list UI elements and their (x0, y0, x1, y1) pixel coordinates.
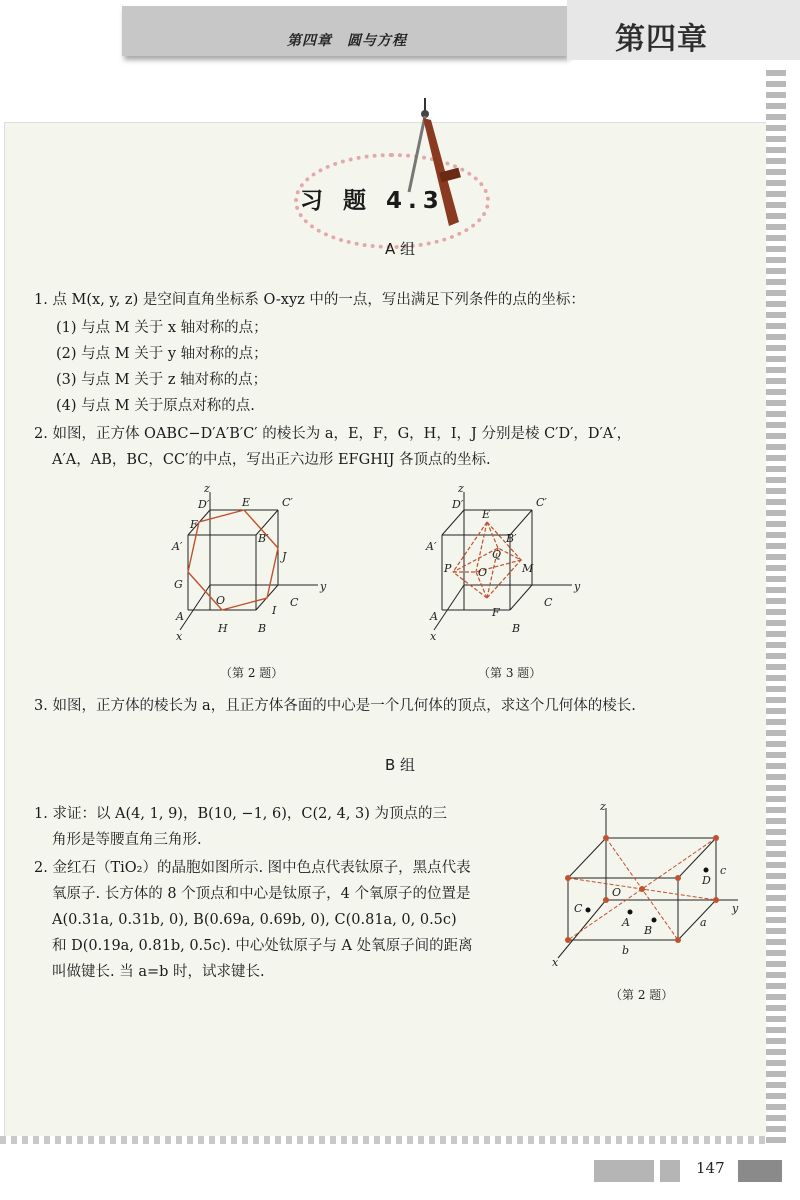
fig3-label-c1: C′ (536, 496, 547, 509)
fig2-label-z: z (204, 482, 210, 495)
b-q2-line-5: 叫做键长. 当 a=b 时，试求键长. (52, 964, 265, 980)
figb-label-b: B (644, 924, 653, 937)
fig3-label-y: y (574, 580, 581, 593)
fig2-label-a: A (176, 610, 184, 623)
a-q1-item-4: (4) 与点 M 关于原点对称的点. (56, 398, 255, 414)
bottom-edge-decoration (0, 1136, 766, 1144)
a-q1-item-3: (3) 与点 M 关于 z 轴对称的点； (56, 372, 268, 388)
figb-caption: （第 2 题） (610, 988, 674, 1002)
b-q1-line-2: 角形是等腰直角三角形. (52, 832, 202, 848)
a-q1-item-2: (2) 与点 M 关于 y 轴对称的点； (56, 346, 268, 362)
fig2-label-j: J (282, 550, 287, 563)
fig3-label-f: F (492, 606, 500, 619)
figb-label-c-edge: c (720, 864, 727, 877)
fig2-label-h: H (218, 622, 228, 635)
b-q1-line-1: 1. 求证：以 A(4, 1, 9)，B(10, −1, 6)，C(2, 4, 3) 为顶点的三 (34, 806, 448, 822)
figb-label-b-edge: b (622, 944, 630, 957)
a-q1-item-1: (1) 与点 M 关于 x 轴对称的点； (56, 320, 268, 336)
figb-label-y: y (732, 902, 739, 915)
right-edge-decoration (766, 70, 786, 1145)
figb-label-a: A (622, 916, 630, 929)
chapter-tab (567, 0, 800, 60)
a-q2-line-2: A′A，AB，BC，CC′的中点，写出正六边形 EFGHIJ 各顶点的坐标. (52, 452, 491, 468)
figb-label-d: D (702, 874, 711, 887)
figure-b-q2 (546, 800, 746, 975)
fig2-caption: （第 2 题） (220, 666, 284, 680)
b-q2-line-1: 2. 金红石（TiO₂）的晶胞如图所示. 图中色点代表钛原子，黑点代表 (34, 860, 471, 876)
fig3-label-b1: B′ (506, 532, 517, 545)
fig2-label-f: F (190, 518, 198, 531)
fig3-label-x: x (430, 630, 437, 643)
a-q3: 3. 如图，正方体的棱长为 a，且正方体各面的中心是一个几何体的顶点，求这个几何体的棱长. (34, 698, 636, 714)
fig3-label-c: C (544, 596, 553, 609)
fig3-label-b: B (512, 622, 521, 635)
b-q2-line-3: A(0.31a, 0.31b, 0), B(0.69a, 0.69b, 0), C(0.81a, 0, 0.5c) (52, 912, 457, 928)
figb-label-z: z (600, 800, 606, 813)
figure-a-q3 (422, 480, 602, 655)
fig2-label-b1: B′ (258, 532, 269, 545)
fig3-label-m: M (522, 562, 534, 575)
fig2-label-e: E (242, 496, 251, 509)
fig3-label-d1: D′ (452, 498, 464, 511)
footer-bar-mid (660, 1160, 680, 1182)
fig3-label-p: P (444, 562, 452, 575)
figb-label-x: x (552, 956, 559, 969)
fig3-label-q: Q (492, 548, 502, 561)
a-q2-line-1: 2. 如图，正方体 OABC−D′A′B′C′ 的棱长为 a，E，F，G，H，I，J 分别是棱 C′D′，D′A′， (34, 426, 632, 442)
fig2-label-c1: C′ (282, 496, 293, 509)
fig2-label-o: O (216, 594, 226, 607)
fig2-label-a1: A′ (172, 540, 183, 553)
chapter-label: 第四章 圆与方程 (287, 33, 407, 49)
figb-label-a-edge: a (700, 916, 707, 929)
figb-label-c: C (574, 902, 583, 915)
a-q1-stem: 1. 点 M(x, y, z) 是空间直角坐标系 O-xyz 中的一点，写出满足下列条件的点的坐标： (34, 292, 585, 308)
b-q2-line-2: 氧原子. 长方体的 8 个顶点和中心是钛原子，4 个氧原子的位置是 (52, 886, 471, 902)
fig2-label-c: C (290, 596, 299, 609)
chapter-tab-title: 第四章 (615, 22, 708, 57)
chapter-header-bar (122, 6, 567, 56)
group-b-heading: B 组 (384, 756, 416, 774)
footer-bar-right (738, 1160, 782, 1182)
exercise-title: 习 题 4.3 (300, 188, 445, 214)
fig2-label-i: I (272, 604, 277, 617)
figure-a-q2 (168, 480, 348, 655)
fig3-label-a: A (430, 610, 438, 623)
fig2-label-d1: D′ (198, 498, 210, 511)
fig3-label-o: O (478, 566, 488, 579)
b-q2-line-4: 和 D(0.19a, 0.81b, 0.5c). 中心处钛原子与 A 处氧原子间的距离 (52, 938, 473, 954)
page-number: 147 (696, 1159, 725, 1177)
fig2-label-x: x (176, 630, 183, 643)
fig2-label-b: B (258, 622, 267, 635)
figb-label-o: O (612, 886, 622, 899)
fig3-label-a1: A′ (426, 540, 437, 553)
fig3-caption: （第 3 题） (478, 666, 542, 680)
fig3-label-z: z (458, 482, 464, 495)
footer-bar-left (594, 1160, 654, 1182)
fig2-label-g: G (174, 578, 183, 591)
fig2-label-y: y (320, 580, 327, 593)
group-a-heading: A 组 (384, 240, 416, 258)
fig3-label-e: E (482, 508, 491, 521)
